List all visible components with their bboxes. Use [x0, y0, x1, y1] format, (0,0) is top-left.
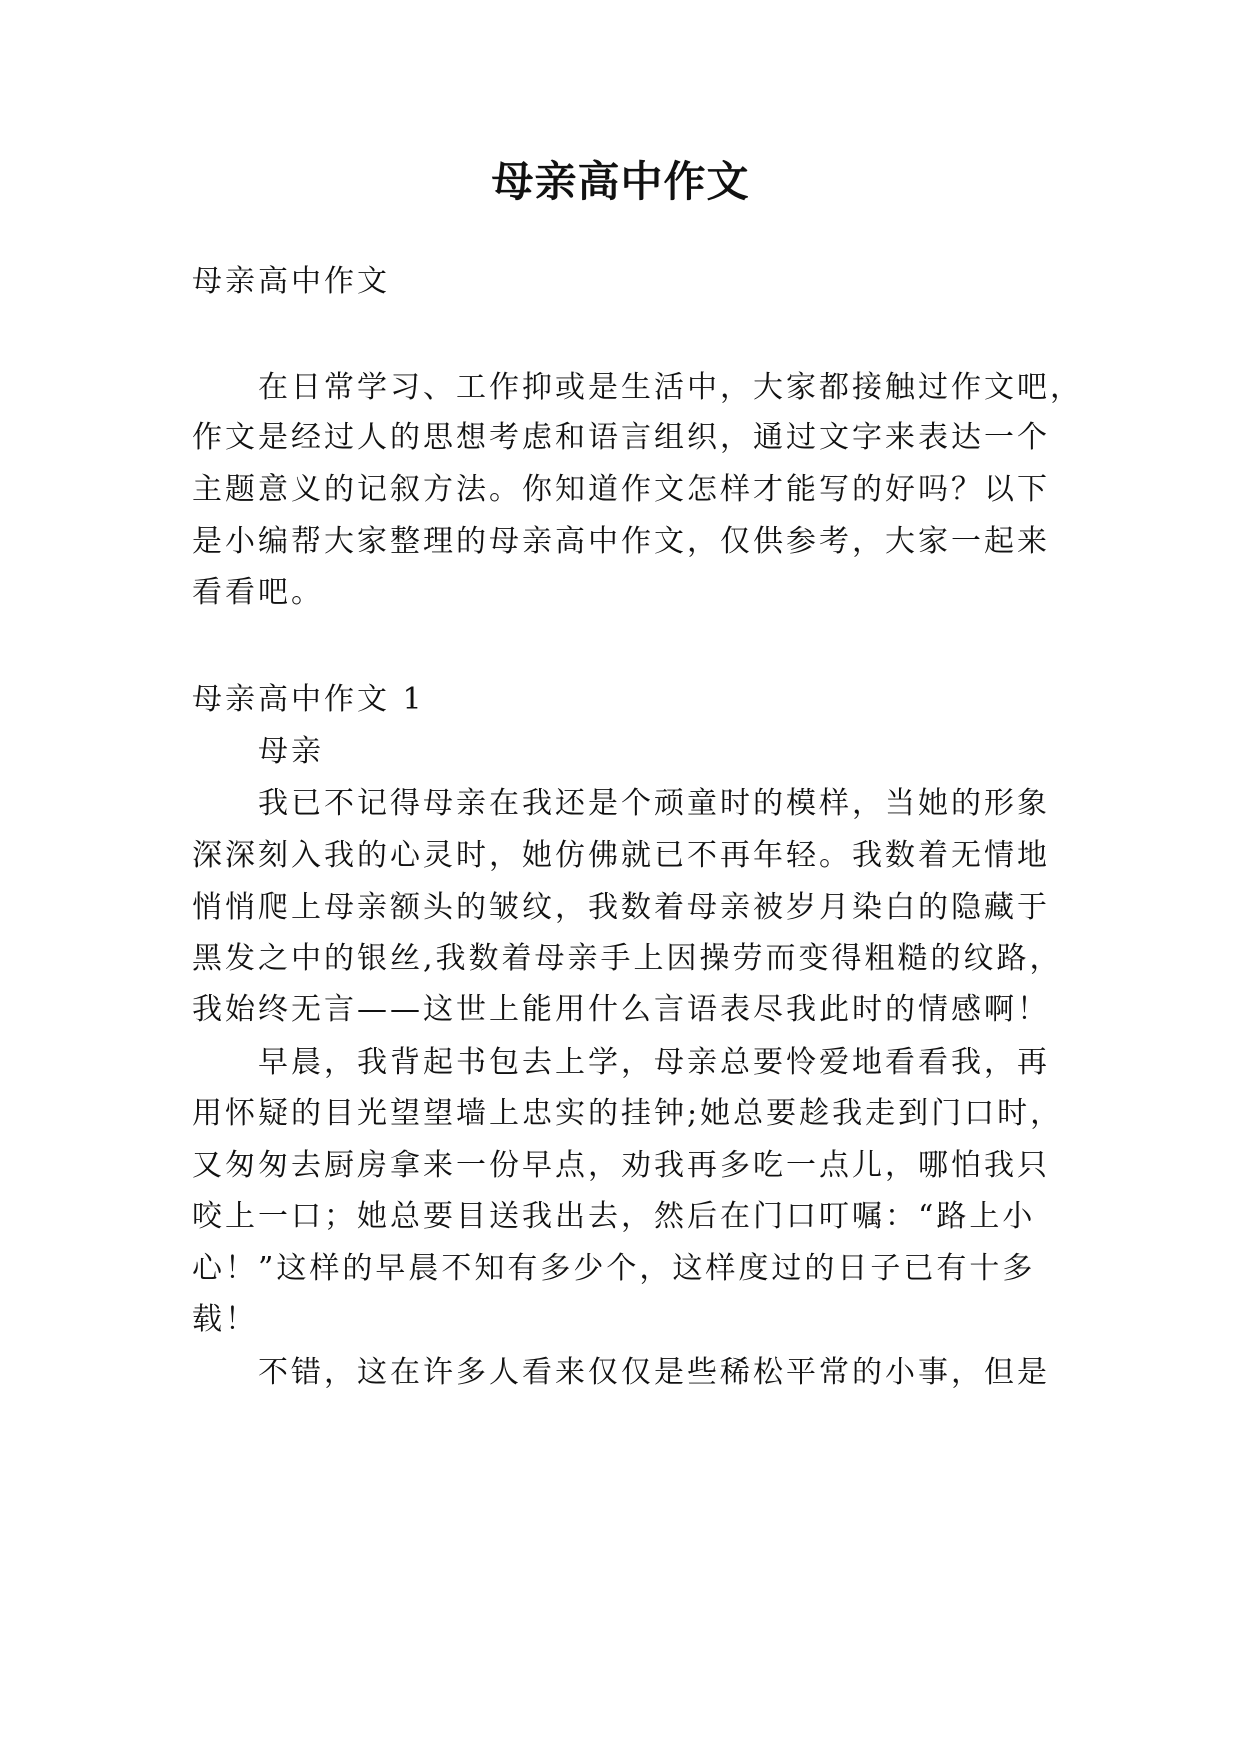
paragraph-1-line-2: 深深刻入我的心灵时，她仿佛就已不再年轻。我数着无情地: [192, 838, 1050, 873]
paragraph-2-line-6: 载！: [192, 1302, 258, 1337]
document-title: 母亲高中作文: [491, 157, 750, 206]
intro-line-3: 主题意义的记叙方法。你知道作文怎样才能写的好吗？以下: [192, 472, 1050, 507]
intro-line-4: 是小编帮大家整理的母亲高中作文，仅供参考，大家一起来: [192, 524, 1050, 559]
paragraph-2-line-2: 用怀疑的目光望望墙上忠实的挂钟;她总要趁我走到门口时，: [192, 1096, 1064, 1131]
intro-line-5: 看看吧。: [192, 575, 324, 610]
essay-title: 母亲: [258, 734, 324, 769]
paragraph-2-line-3: 又匆匆去厨房拿来一份早点，劝我再多吃一点儿，哪怕我只: [192, 1148, 1050, 1183]
paragraph-1-line-4: 黑发之中的银丝,我数着母亲手上因操劳而变得粗糙的纹路，: [192, 941, 1063, 976]
paragraph-2-line-5: 心！”这样的早晨不知有多少个，这样度过的日子已有十多: [192, 1251, 1036, 1286]
section-heading: 母亲高中作文 1: [192, 682, 425, 717]
paragraph-1-line-3: 悄悄爬上母亲额头的皱纹，我数着母亲被岁月染白的隐藏于: [192, 890, 1050, 925]
paragraph-3-line-1: 不错，这在许多人看来仅仅是些稀松平常的小事，但是: [258, 1355, 1050, 1390]
paragraph-1-line-5: 我始终无言——这世上能用什么言语表尽我此时的情感啊！: [192, 992, 1050, 1027]
paragraph-1-line-1: 我已不记得母亲在我还是个顽童时的模样，当她的形象: [258, 786, 1050, 821]
document-subtitle: 母亲高中作文: [192, 264, 390, 299]
intro-line-2: 作文是经过人的思想考虑和语言组织，通过文字来表达一个: [192, 420, 1050, 455]
intro-line-1: 在日常学习、工作抑或是生活中，大家都接触过作文吧，: [258, 370, 1083, 405]
paragraph-2-line-4: 咬上一口；她总要目送我出去，然后在门口叮嘱：“路上小: [192, 1199, 1036, 1234]
paragraph-2-line-1: 早晨，我背起书包去上学，母亲总要怜爱地看看我，再: [258, 1045, 1050, 1080]
